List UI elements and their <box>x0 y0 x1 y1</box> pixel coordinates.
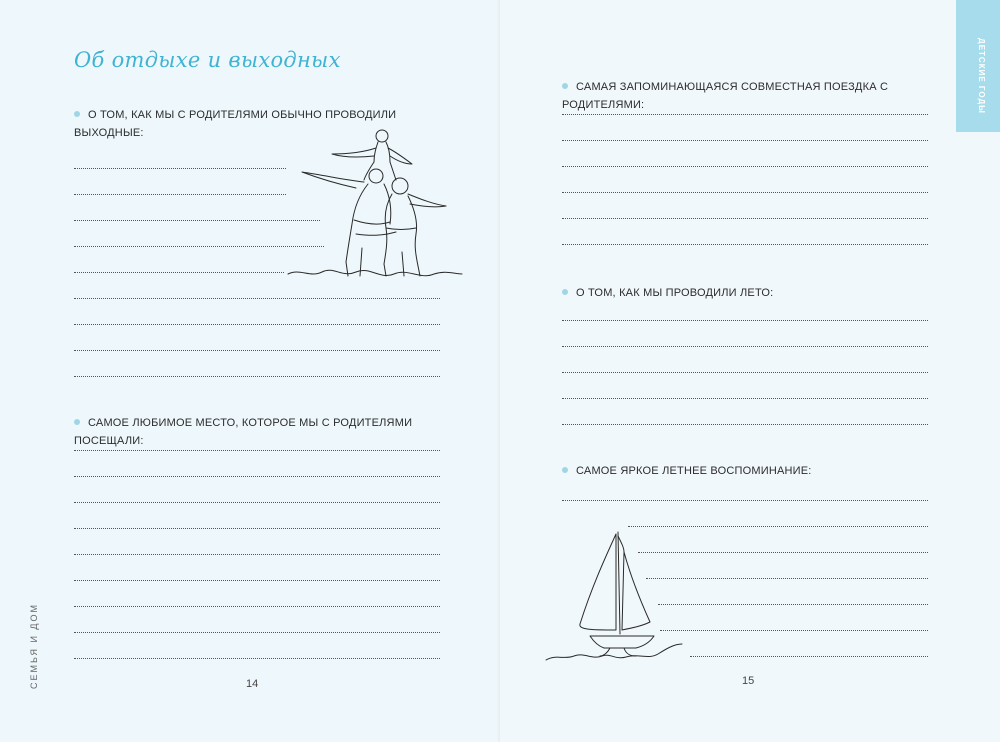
answer-line[interactable] <box>562 218 928 219</box>
answer-line[interactable] <box>74 168 286 169</box>
bullet-dot <box>74 419 80 425</box>
answer-line[interactable] <box>562 500 928 501</box>
answer-line[interactable] <box>562 372 928 373</box>
prompt-memorable-trip-text: САМАЯ ЗАПОМИНАЮЩАЯСЯ СОВМЕСТНАЯ ПОЕЗДКА С РОДИТЕЛЯМИ: <box>562 81 889 111</box>
bullet-dot <box>562 467 568 473</box>
answer-line[interactable] <box>74 350 440 351</box>
answer-line[interactable] <box>74 298 440 299</box>
answer-line[interactable] <box>562 346 928 347</box>
answer-line[interactable] <box>562 398 928 399</box>
page-number-right: 15 <box>742 675 755 687</box>
answer-line[interactable] <box>690 656 928 657</box>
prompt-summer-memory-text: САМОЕ ЯРКОЕ ЛЕТНЕЕ ВОСПОМИНАНИЕ: <box>576 465 812 477</box>
prompt-favorite-place-text: САМОЕ ЛЮБИМОЕ МЕСТО, КОТОРОЕ МЫ С РОДИТЕЛЯМИ ПОСЕЩАЛИ: <box>74 417 413 447</box>
answer-line[interactable] <box>74 272 284 273</box>
answer-line[interactable] <box>74 632 440 633</box>
answer-line[interactable] <box>74 606 440 607</box>
answer-line[interactable] <box>562 320 928 321</box>
prompt-weekends-line1: О ТОМ, КАК МЫ С РОДИТЕЛЯМИ ОБЫЧНО ПРОВОДИЛИ <box>88 109 397 121</box>
answer-line[interactable] <box>562 140 928 141</box>
answer-line[interactable] <box>562 166 928 167</box>
bullet-dot <box>562 289 568 295</box>
family-line-drawing-icon <box>286 124 466 284</box>
answer-line[interactable] <box>74 476 440 477</box>
bullet-dot <box>562 83 568 89</box>
page-title: Об отдыхе и выходных <box>74 48 341 72</box>
answer-line[interactable] <box>74 658 440 659</box>
answer-line[interactable] <box>74 528 440 529</box>
page-number-left: 14 <box>246 678 259 690</box>
answer-line[interactable] <box>74 324 440 325</box>
answer-line[interactable] <box>74 580 440 581</box>
bullet-dot <box>74 111 80 117</box>
section-side-label: СЕМЬЯ И ДОМ <box>29 602 39 690</box>
prompt-memorable-trip <box>562 78 942 114</box>
answer-line[interactable] <box>74 194 286 195</box>
answer-line[interactable] <box>562 244 928 245</box>
answer-line[interactable] <box>74 502 440 503</box>
prompt-weekends-line2: ВЫХОДНЫЕ: <box>74 127 144 139</box>
answer-line[interactable] <box>660 630 928 631</box>
answer-line[interactable] <box>646 578 928 579</box>
prompt-summer-memory <box>562 462 942 480</box>
answer-line[interactable] <box>562 114 928 115</box>
sailboat-line-drawing-icon <box>544 526 684 668</box>
answer-line[interactable] <box>74 376 440 377</box>
answer-line[interactable] <box>74 220 320 221</box>
answer-line[interactable] <box>74 450 440 451</box>
answer-line[interactable] <box>562 192 928 193</box>
answer-line[interactable] <box>74 554 440 555</box>
prompt-favorite-place <box>74 414 474 450</box>
prompt-summer-text: О ТОМ, КАК МЫ ПРОВОДИЛИ ЛЕТО: <box>576 287 774 299</box>
prompt-summer <box>562 284 942 302</box>
chapter-tab-label: ДЕТСКИЕ ГОДЫ <box>977 38 986 114</box>
answer-line[interactable] <box>658 604 928 605</box>
right-page <box>500 0 1000 742</box>
answer-line[interactable] <box>562 424 928 425</box>
